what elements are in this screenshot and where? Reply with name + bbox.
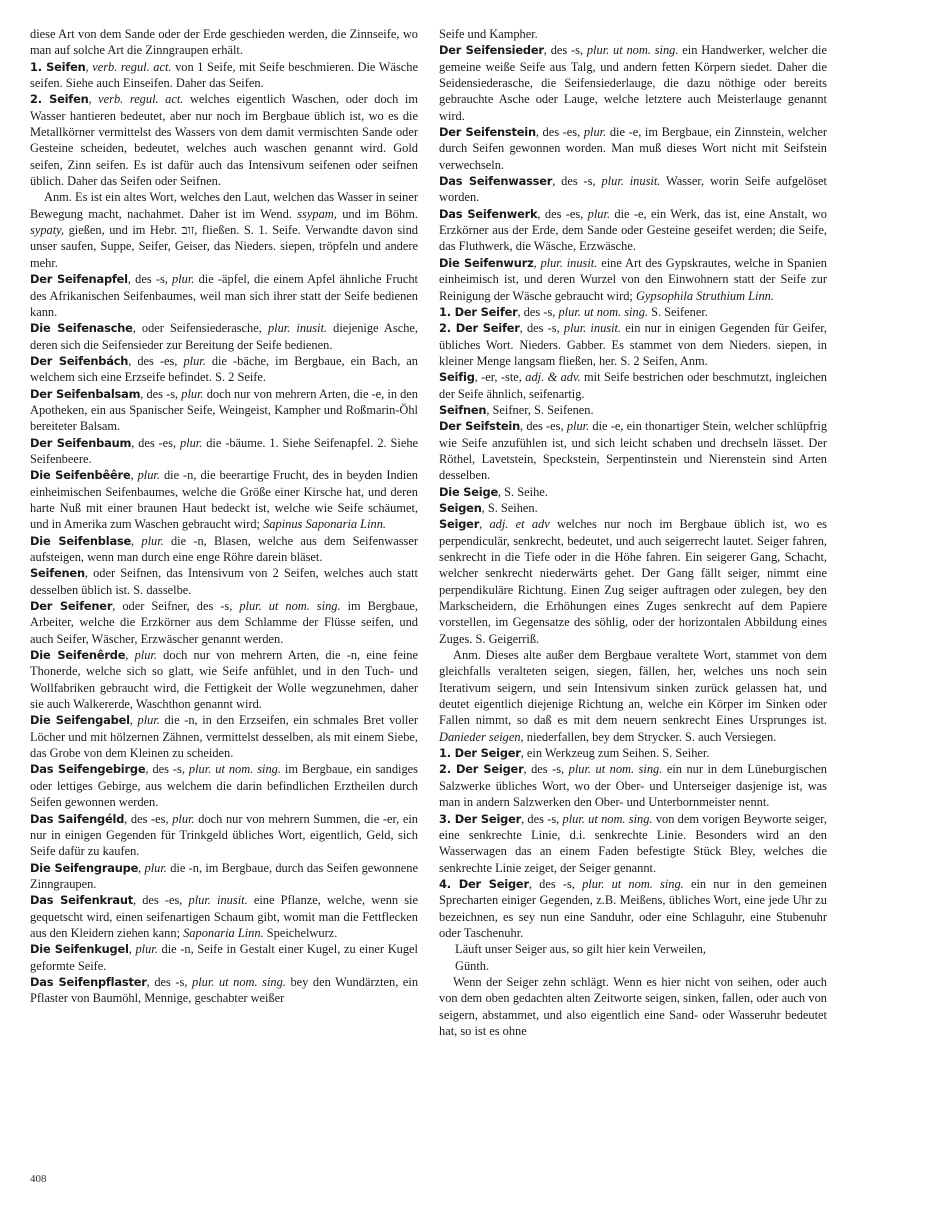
grammar-note: plur. inusit. [188, 893, 248, 908]
entry-text: , des -es, [124, 811, 173, 826]
entry-text: , [125, 648, 135, 663]
grammar-note: Sapinus Saponaria Linn. [263, 517, 386, 532]
grammar-note: adj. & adv. [525, 370, 581, 385]
entry-text: , [128, 942, 136, 957]
entry-text: , des -es, [535, 125, 584, 140]
entry-headword: Die Seifengraupe [30, 860, 139, 875]
entry-headword: Seiger [439, 517, 480, 532]
grammar-note: plur. [134, 648, 157, 663]
dictionary-entry [30, 271, 418, 320]
entry-text: doch nur von mehrern Arten, die -e, in den Apotheken, ein aus Spanischer Seife, Weingeist, Kampher und Roßmarin-Öhl bereiteter Balsam. [30, 386, 419, 434]
entry-text: doch nur von mehrern Summen, die -er, ein nur in einigen Gegenden für Trinkgeld übliches Wort, eigentlich, Geld, sich Seife dafür zu kaufen. [30, 811, 418, 859]
entry-text: , -er, -ste, [474, 370, 526, 385]
dictionary-entry [439, 516, 827, 647]
entry-headword: Das Seifenwasser [439, 174, 553, 189]
entry-headword: Das Seifenwerk [439, 206, 538, 221]
dictionary-entry [30, 892, 418, 941]
grammar-note: plur. ut nom. sing. [582, 876, 684, 891]
grammar-note: plur. [141, 533, 164, 548]
entry-text: Speichelwurz. [263, 925, 338, 940]
grammar-note: plur. [172, 811, 195, 826]
grammar-note: plur. [566, 419, 590, 434]
dictionary-entry [30, 598, 418, 647]
grammar-note: plur. [183, 353, 206, 368]
entry-text: im Bergbaue, Arbeiter, welche die Erzkörner aus dem Schlamme der Flüsse seifen, und auch Seifer, Wäscher, Erzwäscher genannt werden. [30, 599, 419, 646]
entry-headword: Der Seifenbaum [30, 435, 132, 450]
entry-headword: Seifenen [30, 566, 85, 581]
entry-text: mit Seife bestrichen oder beschmutzt, ingleichen der Seife ähnlich, seifenartig. [439, 370, 827, 401]
grammar-note: plur. inusit. [540, 255, 598, 270]
entry-text: ein nur in den gemeinen Sprecharten einiger Gegenden, z.B. Meißens, übliches Wort, eine jede Uhr zu bezeichnen, es sey nun eine Sanduhr, oder eine Schlaguhr, eine Stubenuhr oder Taschenuhr. [439, 876, 828, 940]
dictionary-entry [439, 255, 827, 304]
grammar-note: Saponaria Linn. [183, 925, 264, 940]
entry-headword: Die Seifenblase [30, 533, 132, 548]
dictionary-entry [439, 958, 827, 974]
grammar-note: adj. et adv [489, 517, 550, 532]
dictionary-entry [30, 59, 418, 92]
dictionary-entry [439, 320, 827, 369]
grammar-note: plur. ut nom. sing. [586, 43, 679, 58]
grammar-note: verb. regul. act. [98, 92, 184, 107]
entry-text: von dem vorigen Beyworte seiger, eine senkrechte Linie, d.i. senkrechte Linie. Besonders wird an den Wasserwagen das an einem Faden befestigte Stück Bley, welches die senkrechte Linie zeiget, der Seiger genannt. [439, 811, 828, 875]
entry-text: , oder Seifnen, das Intensivum von 2 Seifen, welches auch statt desselben üblich ist. S. dasselbe. [30, 566, 418, 597]
grammar-note: plur. [137, 468, 160, 483]
dictionary-entry [30, 386, 418, 435]
entry-text: die -n, in den Erzseifen, ein schmales Bret voller Löcher und mit hölzernen Zähnen, vermittelst desselben, als mit einem Siebe, das Grobe von dem Kleinen zu scheiden. [30, 713, 418, 761]
dictionary-entry [439, 811, 827, 876]
entry-text: ein nur in dem Lüneburgischen Salzwerke übliches Wort, wo der Ober- und Unterseiger dasjenige ist, was man in andern Salzwerken den Ober- und Unterbornmeister nennt. [439, 762, 828, 810]
entry-text: , des -s, [140, 386, 182, 401]
entry-text: , des -es, [537, 206, 588, 221]
entry-headword: Die Seige [439, 484, 498, 499]
entry-headword: Seifnen [439, 402, 487, 417]
entry-text: , des -s, [519, 321, 564, 336]
grammar-note: plur. [137, 713, 160, 728]
entry-headword: Die Seifenwurz [439, 255, 534, 270]
entry-text: , [88, 92, 99, 107]
entry-text: die -n, Seife in Gestalt einer Kugel, zu einer Kugel geformte Seife. [30, 942, 418, 973]
entry-text: welches eigentlich Waschen, oder doch im Wasser hantieren bedeutet, aber nur noch im Bergbaue üblich ist, wo es die Metallkörner vermittelst des Wassers von dem damit vermischten Sande oder Gesteine scheiden, bedeutet, welches auch waschen genannt wird. Gold seifen, Zinn seifen. Es ist dafür auch das Intensivum seifenen oder seifnen üblich. Daher das Seifen oder Seifnen. [30, 92, 418, 189]
entry-text: Wenn der Seiger zehn schlägt. Wenn es hier nicht von seihen, oder auch von dem oben gedachten alten Zeitworte seigen, sinken, fallen, oder auch von seigern, abstammet, und also eigentlich eine Sand- oder Wasseruhr bedeutet hat, so ist es ohne [439, 974, 827, 1038]
grammar-note: plur. [172, 272, 195, 287]
entry-text: , ein Werkzeug zum Seihen. S. Seiher. [520, 746, 710, 761]
dictionary-entry [30, 435, 418, 468]
dictionary-entry [30, 91, 418, 189]
grammar-note: plur. ut nom. sing. [192, 974, 286, 989]
grammar-note: plur. [144, 860, 167, 875]
entry-headword: Der Seifenbalsam [30, 386, 141, 401]
entry-headword: 2. Der Seifer [439, 321, 520, 336]
dictionary-entry [439, 500, 827, 516]
dictionary-entry [30, 533, 418, 566]
grammar-note: plur. inusit. [601, 174, 661, 189]
entry-text: , [479, 517, 490, 532]
entry-text: Anm. Dieses alte außer dem Bergbaue veraltete Wort, stammet von dem gleichfalls veralteten seigen, siegen, fällen, her, welches uns noch sein Iterativum seigern, und sein Intensivum sinken zurück gelassen hat, und deutet eigentlich diejenige Richtung an, welche ein Körper im Sinken oder Fallen nimmt, so daß es mit dem neuern senkrecht Eines Ursprunges ist. [439, 648, 827, 728]
dictionary-entry [439, 173, 827, 206]
entry-text: , des -s, [521, 811, 563, 826]
entry-text: die -bäume. 1. Siehe Seifenapfel. 2. Siehe Seifenbeere. [30, 435, 419, 466]
entry-text: , des -es, [128, 353, 184, 368]
entry-text: , oder Seifensiederasche, [132, 321, 268, 336]
entry-text: , des -s, [543, 43, 587, 58]
entry-headword: Das Seifenpflaster [30, 974, 147, 989]
entry-text: und im Böhm. [336, 206, 418, 221]
entry-text: diejenige Asche, deren sich die Seifensieder zur Bereitung der Seife bedienen. [30, 321, 418, 352]
dictionary-entry [439, 124, 827, 173]
grammar-note: ssypam, [297, 206, 337, 221]
entry-headword: Die Seifenkugel [30, 942, 129, 957]
entry-headword: 1. Der Seifer [439, 304, 518, 319]
entry-headword: 1. Der Seiger [439, 746, 521, 761]
entry-text: , des -s, [528, 876, 583, 891]
entry-text: die -n, Blasen, welche aus dem Seifenwasser aufsteigen, wenn man durch eine enge Röhre darein bläset. [30, 533, 418, 564]
entry-text: , des -s, [552, 174, 602, 189]
entry-text: im Bergbaue, ein sandiges oder lettiges Gebirge, aus welchem die darin befindlichen Erztheilen durch Seifen gewonnen werden. [30, 762, 418, 810]
grammar-note: Danieder seigen, [439, 729, 524, 744]
dictionary-entry [439, 761, 827, 810]
dictionary-entry [439, 304, 827, 320]
entry-text: die -e, im Bergbaue, ein Zinnstein, welcher durch Seifen gewonnen worden. Man muß dieses Wort nicht mit Seifstein verwechseln. [439, 125, 827, 172]
grammar-note: sypaty, [30, 223, 65, 238]
grammar-note: Gypsophila Struthium Linn. [635, 288, 774, 303]
grammar-note: plur. [135, 942, 158, 957]
entry-text: , des -s, [517, 304, 559, 319]
dictionary-entry [30, 811, 418, 860]
grammar-note: plur. ut nom. sing. [558, 304, 648, 319]
dictionary-entry [30, 565, 418, 598]
entry-text: Läuft unser Seiger aus, so gilt hier kein Verweilen, [455, 942, 706, 957]
entry-headword: Seigen [439, 500, 482, 515]
entry-text: S. Seifener. [647, 304, 708, 319]
entry-text: die -e, ein thonartiger Stein, welcher schlüpfrig wie Seife anzufühlen ist, und sich leicht schaben und drechseln lässet. Der Röthel, Lavetstein, Speckstein, Serpentinstein und Nierenstein sind Arten desselben. [439, 419, 828, 483]
entry-headword: Der Seifenapfel [30, 272, 128, 287]
dictionary-entry [30, 26, 418, 59]
entry-text: Seife und Kampher. [439, 27, 538, 41]
dictionary-entry [30, 320, 418, 353]
entry-headword: Der Seifenstein [439, 125, 536, 140]
dictionary-entry [30, 467, 418, 532]
grammar-note: plur. [587, 206, 611, 221]
grammar-note: plur. [181, 386, 204, 401]
entry-headword: Seifig [439, 370, 475, 385]
entry-text: , [130, 468, 138, 483]
grammar-note: plur. inusit. [563, 321, 622, 336]
entry-headword: 4. Der Seiger [439, 876, 529, 891]
grammar-note: verb. regul. act. [92, 59, 172, 74]
entry-text: die -n, im Bergbaue, durch das Seifen gewonnene Zinngraupen. [30, 860, 419, 891]
entry-headword: Der Seifener [30, 599, 113, 614]
right-column [439, 26, 827, 1039]
entry-text: doch nur von mehrern Arten, die -n, eine feine Thonerde, welche sich so glatt, wie Seife anfühlet, und in den Tuch- und Wollfabriken gebraucht wird, die Fettigkeit der Wolle wegzunehmen, daher sie auch Walkererde, Waschthon genannt wird. [30, 648, 418, 712]
entry-text: die -e, ein Werk, das ist, eine Anstalt, wo Erzkörner aus der Erde, dem Sande oder Gesteine geseifet werden; die Seife, das Fluthwerk, die Wäsche, Erzwäsche. [439, 206, 828, 254]
dictionary-entry [439, 26, 827, 42]
entry-text: , [129, 713, 138, 728]
dictionary-entry [439, 484, 827, 500]
grammar-note: plur. ut nom. sing. [568, 762, 663, 777]
dictionary-entry [439, 206, 827, 255]
dictionary-entry [439, 402, 827, 418]
entry-text: eine Art des Gypskrautes, welche in Spanien einheimisch ist, und deren Wurzel von den Einwohnern statt der Seife zur Reinigung der Wäsche gebraucht wird; [439, 255, 827, 303]
entry-headword: Das Seifenkraut [30, 893, 133, 908]
entry-headword: 3. Der Seiger [439, 811, 522, 826]
dictionary-entry [439, 418, 827, 483]
grammar-note: plur. [179, 435, 203, 450]
entry-text: gießen, und im Hebr. זוב, fließen. S. 1. Seife. Verwandte davon sind unser saufen, Suppe, Seifer, Geiser, das Nieders. siepen, tröpfeln und andere mehr. [30, 223, 418, 270]
dictionary-entry [439, 369, 827, 402]
entry-headword: Das Saifengéld [30, 811, 125, 826]
dictionary-entry [30, 712, 418, 761]
entry-headword: Das Seifengebirge [30, 762, 146, 777]
entry-text: , des -es, [131, 435, 180, 450]
entry-headword: Die Seifenêrde [30, 648, 126, 663]
entry-headword: Der Seifensieder [439, 43, 544, 58]
entry-text: ein nur in einigen Gegenden für Geifer, übliches Wort. Nieders. Gabber. Es stammet von dem Nieders. siepen, in kleiner Menge langsam fließen, her. S. 2 Seifen, Anm. [439, 321, 827, 368]
entry-headword: Die Seifengabel [30, 713, 130, 728]
entry-text: , [85, 59, 93, 74]
entry-text: , des -es, [520, 419, 567, 434]
dictionary-entry [30, 860, 418, 893]
dictionary-entry [30, 647, 418, 712]
dictionary-entry [439, 974, 827, 1039]
dictionary-entry [30, 974, 418, 1007]
dictionary-entry [30, 189, 418, 271]
entry-headword: Der Seifenbách [30, 353, 129, 368]
entry-text: ein Handwerker, welcher die gemeine weiße Seife aus Talg, und andern fetten Körpern siedet. Daher die Seidensiederasche, die Seifensiederlauge, die dazu nöthige oder bereits gebrauchte Asche oder Lauge, welche letztere auch Meisterlauge genannt wird. [439, 43, 827, 123]
entry-text: niederfallen, bey dem Strycker. S. auch Versiegen. [523, 729, 777, 744]
entry-text: , oder Seifner, des -s, [112, 599, 240, 614]
grammar-note: plur. ut nom. sing. [562, 811, 653, 826]
entry-text: , [138, 860, 145, 875]
left-column [30, 26, 418, 1007]
dictionary-entry [439, 647, 827, 745]
entry-headword: 1. Seifen [30, 59, 86, 74]
dictionary-entry [30, 941, 418, 974]
entry-headword: Die Seifenasche [30, 321, 133, 336]
entry-text: welches nur noch im Bergbaue üblich ist, wo es perpendiculär, senkrecht, bedeutet, und auch seigerrecht lautet. Seiger fahren, senkrecht in die Tiefe oder in die Höhe fahren. Ein seigerer Gang, Schacht, welcher senkrecht niederwärts gehet. Der Gang fällt seiger, nimmt eine perpendikuläre Richtung. Einen Zug seiger auftragen oder zulegen, bey den Markscheidern, die Erhöhungen eines Zuges senkrecht auf dem Papiere vorstellen, im Gegensatze des söhlig, oder der horizontalen Abbildung eines Zuges. S. Geigerriß. [439, 517, 827, 646]
dictionary-entry [439, 42, 827, 124]
grammar-note: plur. inusit. [267, 321, 328, 336]
grammar-note: plur. [583, 125, 607, 140]
entry-text: , [533, 255, 541, 270]
entry-text: , [131, 533, 142, 548]
grammar-note: plur. ut nom. sing. [188, 762, 281, 777]
entry-text: die -äpfel, die einem Apfel ähnliche Frucht des Afrikanischen Seifenbaumes, weil man sich ihrer statt der Seife bedienen kann. [30, 272, 418, 319]
entry-text: Anm. Es ist ein altes Wort, welches den Laut, welchen das Wasser in seiner Bewegung macht, nachahmet. Daher ist im Wend. [30, 190, 418, 221]
page-number: 408 [30, 1173, 47, 1185]
entry-text: Wasser, worin Seife aufgelöset worden. [439, 174, 827, 205]
entry-headword: Der Seifstein [439, 419, 521, 434]
entry-headword: Die Seifenbêêre [30, 468, 131, 483]
dictionary-entry [439, 876, 827, 941]
entry-text: die -bäche, im Bergbaue, ein Bach, an welchem sich eine Erzseife befindet. S. 2 Seife. [30, 353, 419, 385]
entry-text: die -n, die beerartige Frucht, des in beyden Indien einheimischen Seifenbaumes, welche die Größe einer Kirsche hat, und deren harte Nuß mit einer braunen Haut bedeckt ist, welche wie Seife schäumet, und in Amerika zum Waschen gebraucht wird; [30, 468, 418, 532]
entry-text: eine Pflanze, welche, wenn sie gequetscht wird, einen seifenartigen Schaum gibt, womit man die Fettflecken aus den Kleidern ziehen kann; [30, 893, 418, 940]
dictionary-entry [30, 353, 418, 386]
entry-text: , des -s, [145, 762, 189, 777]
entry-text: , des -s, [523, 762, 569, 777]
entry-text: diese Art von dem Sande oder der Erde geschieden werden, die Zinnseife, wo man auf solche Art die Zinngraupen erhält. [30, 27, 418, 58]
entry-text: , S. Seihe. [497, 484, 548, 499]
entry-text: , des -es, [132, 893, 189, 908]
entry-text: Günth. [455, 958, 490, 973]
entry-text: , S. Seihen. [481, 500, 538, 515]
entry-text: , des -s, [127, 272, 173, 287]
dictionary-entry [30, 761, 418, 810]
entry-text: , des -s, [146, 974, 193, 989]
entry-text: , Seifner, S. Seifenen. [486, 402, 594, 417]
entry-headword: 2. Der Seiger [439, 762, 524, 777]
entry-text: von 1 Seife, mit Seife beschmieren. Die Wäsche seifen. Siehe auch Einseifen. Daher das Seifen. [30, 59, 418, 91]
entry-text: bey den Wundärzten, ein Pflaster von Baumöhl, Mennige, geschabter weißer [30, 974, 419, 1006]
entry-headword: 2. Seifen [30, 92, 89, 107]
dictionary-entry [439, 745, 827, 761]
dictionary-entry [439, 941, 827, 957]
grammar-note: plur. ut nom. sing. [239, 599, 341, 614]
